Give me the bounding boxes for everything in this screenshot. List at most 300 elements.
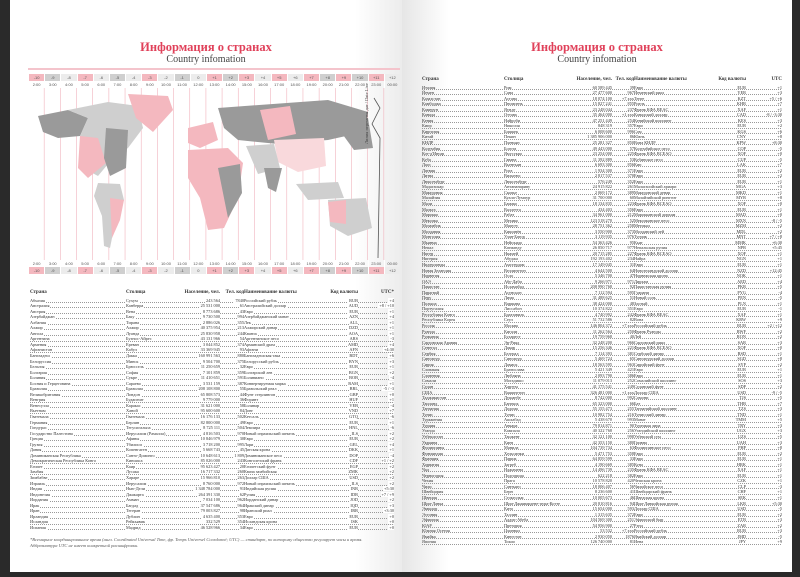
cell-text: Рига [504, 167, 513, 173]
cell-text: 251 [627, 517, 634, 523]
cell-text: +3 [777, 439, 782, 445]
cell-text: +2 [777, 511, 782, 517]
cell-text: EUR [737, 206, 746, 212]
cell-text: BOB [349, 375, 358, 381]
cell-text: -6 [390, 425, 394, 431]
cell-text: +1 [389, 397, 394, 403]
cell-text: 19 759 968 [592, 334, 612, 340]
cell-text: JMD [737, 533, 746, 539]
cell-text: Гривна [634, 439, 647, 445]
cell-text: 1 315 635 [594, 511, 612, 517]
cell-text: +2 / +12 [767, 323, 782, 329]
cell-text: -4 [778, 289, 782, 295]
cell-text: 30 [239, 436, 244, 442]
cell-text: Лари [244, 441, 254, 447]
cell-text: TND [737, 411, 746, 417]
cell-text: HRK [736, 461, 746, 467]
utc-offset-label: -1 [174, 267, 190, 274]
cell-text: Кигали [504, 328, 518, 334]
cell-text: Душанбе [504, 395, 521, 401]
time-label: 21:00 [335, 81, 351, 88]
cell-text: 54 956 900 [592, 522, 612, 528]
cell-text: Белград [504, 350, 519, 356]
cell-text: RUB [737, 323, 746, 329]
cell-text: MKD [735, 189, 746, 195]
cell-text: Оттава [504, 112, 517, 118]
cell-text: 7 034 100 [202, 497, 220, 503]
cell-text: Кубинское песо [634, 156, 663, 162]
cell-text: 81 [629, 539, 634, 545]
cell-text: 14 496 739 [592, 467, 612, 473]
utc-offset-label: +6 [287, 267, 303, 274]
cell-text: Бангладешская така [244, 352, 281, 358]
cell-text: Босния и Герцеговина [30, 380, 71, 386]
cell-text: 4 816 503 [202, 430, 220, 436]
cell-text: 11 250 659 [200, 364, 220, 370]
cell-text: RON [736, 334, 746, 340]
cell-text: 40 322 768 [592, 428, 612, 434]
cell-text: +4:30 [383, 347, 394, 353]
cell-text: 235 [627, 467, 634, 473]
cell-text: SDP [738, 384, 746, 390]
cell-text: Афганистан [30, 347, 53, 353]
cell-text: EUR [737, 472, 746, 478]
time-label: 6:00 [93, 81, 109, 88]
cell-text: Азербайджанский манат [244, 314, 289, 320]
cell-text: Додома [504, 406, 518, 412]
cell-text: Боливар [244, 402, 260, 408]
cell-text: 52 [629, 217, 634, 223]
cell-text: +8:30 [771, 139, 782, 145]
cell-text: 373 [627, 228, 634, 234]
cell-text: 386 [627, 372, 634, 378]
cell-text: +2 [777, 173, 782, 179]
cell-text: Кьят [634, 239, 643, 245]
cell-text: INR [350, 486, 358, 492]
column-header: Население, чел. [576, 77, 612, 82]
cell-text: MXN [735, 217, 746, 223]
cell-text: 45 [239, 447, 244, 453]
cell-text: Лаос [422, 162, 431, 168]
cell-text: 90 [629, 422, 634, 428]
cell-text: 375 [237, 358, 244, 364]
cell-text: 971 [627, 278, 634, 284]
cell-text: 26 850 717 [592, 245, 612, 251]
cell-text: +3 [777, 339, 782, 345]
cell-text: EUR [737, 123, 746, 129]
cell-text: Гондурас [30, 425, 47, 431]
cell-text: 504 [237, 425, 244, 431]
cell-text: Куна [634, 461, 643, 467]
cell-text: Норвегия [422, 273, 440, 279]
cell-text: Зимбабве [30, 475, 48, 480]
cell-text: BAM [348, 380, 358, 386]
cell-text: Евро [244, 524, 253, 530]
column-header: Столица [126, 290, 146, 295]
cell-text: MYR [736, 195, 746, 201]
cell-text: 2 817 537 [594, 173, 612, 179]
time-label: 20:00 [319, 260, 335, 267]
cell-text: Франк КФА BCEAO [634, 200, 672, 206]
cell-text: 4 740 992 [594, 311, 612, 317]
cell-text: THB [737, 400, 746, 406]
cell-text: 31 700 000 [592, 195, 612, 201]
west-australia-shape [328, 200, 346, 224]
cell-text: ETB [737, 517, 746, 523]
cell-text: ISK [351, 519, 358, 525]
cell-text: Испания [30, 524, 46, 530]
title-divider [28, 68, 400, 70]
cell-text: 49 443 000 [592, 145, 612, 151]
cell-text: AFN [349, 347, 358, 353]
cell-text: Сеул [504, 317, 513, 323]
time-label: 13:00 [206, 260, 222, 267]
cell-text: Афгани [244, 347, 258, 353]
cell-text: Румыния [422, 334, 439, 340]
cell-text: +8 [777, 356, 782, 362]
column-header: Тел. код [225, 290, 244, 295]
cell-text: Суданский фунт [634, 384, 664, 390]
cell-text: +2 [777, 522, 782, 528]
cell-text: Дамаск [504, 361, 518, 367]
cell-text: YER [737, 90, 746, 96]
cell-text: Болгарский лев [244, 369, 273, 375]
cell-text: 7 114 393 [594, 350, 612, 356]
cell-text: 64 859 599 [592, 456, 612, 462]
cell-text: PKR [737, 284, 746, 290]
cell-text: 385 [627, 461, 634, 467]
cell-text: -5 [778, 295, 782, 301]
cell-text: UGX [736, 428, 746, 434]
cell-text: +2 [777, 334, 782, 340]
cell-text: +7 / +8 [769, 234, 782, 240]
cell-text: 18 006 407 [592, 483, 612, 489]
cell-text: 966 [627, 339, 634, 345]
cell-text: Тбилиси [126, 441, 142, 447]
cell-text: 1 348 784 000 [195, 486, 220, 492]
cell-text: +0 [777, 200, 782, 206]
cell-text: 11 392 889 [592, 156, 612, 162]
cell-text: Ямайка [422, 533, 436, 539]
cell-text: Лондон [126, 391, 140, 397]
cell-text: 15 827 241 [592, 101, 612, 107]
cell-text: Австралийский доллар [244, 303, 287, 309]
cell-text: Гуарани [634, 289, 649, 295]
cell-text: Бангкок [504, 400, 519, 406]
cell-text: Исландия [30, 519, 48, 525]
cell-text: Вона КНДР [634, 139, 656, 145]
cell-text: RUB [349, 297, 358, 303]
cell-text: 25 531 000 [200, 303, 220, 309]
cell-text: Ереван [126, 341, 139, 347]
cell-text: +0 [777, 345, 782, 351]
cell-text: Пакистан [422, 284, 440, 290]
cell-text: Москва [504, 323, 518, 329]
cell-text: +2 [389, 475, 394, 480]
cell-text: 42 353 150 [592, 439, 612, 445]
cell-text: Баку [126, 314, 135, 320]
cell-text: 2 069 172 [594, 189, 612, 195]
cell-text: 56 [629, 483, 634, 489]
cell-text: Венгрия [30, 397, 46, 403]
cell-text: 5 668 743 [202, 447, 220, 453]
cell-text: 33 369 945 [200, 347, 220, 353]
cell-text: 434 403 [598, 206, 612, 212]
cell-text: 10 005 673 [592, 494, 612, 500]
cell-text: 18 134 835 [592, 200, 612, 206]
time-label: 19:00 [303, 81, 319, 88]
cell-text: MNT [736, 234, 746, 240]
cell-text: 23 254 000 [592, 151, 612, 157]
cell-text: 82 800 000 [200, 419, 220, 425]
cell-text: LAK [737, 162, 746, 168]
cell-text: Монголия [422, 234, 441, 240]
time-label: 14:00 [222, 260, 238, 267]
cell-text: Иорданский динар [244, 497, 279, 503]
cell-text: Филиппинское песо [634, 445, 671, 451]
cell-text: Ямусукро [504, 151, 523, 157]
cell-text: EUR [737, 450, 746, 456]
cell-text: +1 xxx [621, 389, 634, 395]
cell-text: IQD [350, 502, 358, 508]
cell-text: Латвия [422, 167, 435, 173]
cell-text: Загреб [504, 461, 517, 467]
cell-text: +1 [777, 472, 782, 478]
cell-text: JOD [350, 497, 358, 503]
cell-text: 1876 [625, 533, 634, 539]
cell-text: +8 [777, 445, 782, 451]
cell-text: RSD [737, 350, 746, 356]
cell-text: +1 [777, 494, 782, 500]
cell-text: 35 464 000 [592, 112, 612, 118]
cell-text: Никосия [504, 123, 520, 129]
cell-text: Аддис-Абеба [504, 517, 529, 523]
cell-text: 848 319 [598, 123, 612, 129]
cell-text: Бухарест [504, 334, 521, 340]
cell-text: 57 [629, 145, 634, 151]
cell-text: Новая Зеландия [422, 267, 452, 273]
cell-text: Евро [244, 364, 253, 370]
cell-text: Сомали [422, 378, 437, 384]
cell-text: RWF [736, 328, 746, 334]
cell-text: 244 [237, 330, 244, 336]
cell-text: Венесуэла [30, 402, 49, 408]
cell-text: Швейцария [422, 489, 444, 495]
cell-text: 5 346 700 [594, 273, 612, 279]
cell-text: 31 [629, 262, 634, 267]
utc-offset-label: -6 [93, 267, 109, 274]
cell-text: Форинт [244, 397, 259, 403]
cell-text: Доллар США [634, 389, 659, 395]
cell-text: 353 [237, 513, 244, 519]
utc-offset-label: +11 [368, 267, 384, 274]
cell-text: Улан-Батор [504, 234, 525, 240]
cell-text: Нигер [422, 250, 434, 256]
cell-text: -3 [390, 336, 394, 342]
cell-text: Индия [30, 486, 42, 492]
cell-text: PEN [737, 295, 746, 301]
cell-text: XOF [737, 345, 746, 351]
cell-text: USD [349, 475, 358, 480]
cell-text: +3 [777, 422, 782, 428]
cell-text: Эстония [422, 511, 438, 517]
cell-text: Шри-Джаявардене-пура-Котте [504, 500, 561, 506]
cell-text: ALL [349, 319, 358, 325]
cell-text: 20 [239, 463, 244, 469]
cell-text: TMM [735, 417, 746, 423]
cell-text: Абуджа [504, 256, 518, 262]
cell-text: EUR [737, 306, 746, 312]
cell-text: +2 [777, 361, 782, 367]
column-header: Наименование валюты [244, 290, 297, 295]
cell-text: Канадский доллар [634, 112, 668, 118]
utc-offset-label: -10 [28, 267, 44, 274]
time-label: 00:00 [384, 81, 400, 88]
cell-text: 1 934 300 [594, 167, 612, 173]
cell-text: +2 [777, 167, 782, 173]
cell-text: JPY [738, 539, 746, 545]
cell-text: CHF [737, 489, 746, 495]
cell-text: +7 [777, 162, 782, 168]
cell-text: -4 [390, 452, 394, 458]
cell-currency-name [634, 539, 718, 545]
cell-text: CAD [736, 112, 746, 118]
cell-text: 54 363 426 [592, 239, 612, 245]
cell-text: Боливия [30, 375, 46, 381]
cell-text: Камбоджа [422, 101, 441, 107]
cell-text: +3:30 [383, 508, 394, 514]
cell-text: 998 [627, 433, 634, 439]
cell-text: 856 [627, 162, 634, 168]
cell-text: +1 [777, 206, 782, 212]
utc-offset-label: -9 [44, 74, 60, 81]
cell-text: Бразилиа [126, 386, 143, 392]
cell-text: Казахстан [422, 95, 441, 101]
cell-text: 352 [627, 178, 634, 184]
utc-offset-label: -8 [60, 74, 76, 81]
cell-text: Тенге [634, 95, 645, 101]
cell-text: Катманду [504, 245, 522, 251]
cell-text: KGS [737, 128, 746, 134]
table-row [30, 525, 394, 531]
cell-text: 252 [627, 378, 634, 384]
cell-text: +4 [389, 341, 394, 347]
utc-footnote: *Всемирное координированное время (англ. Coordinated Universal Time, фр. Temps Universel Coordonné; UTC) — стандарт, по которому общество регулирует часы и время. Аббревиатура UTC не имеет конкретной расшифровки. [30, 537, 363, 548]
cell-text: 95 600 600 [200, 408, 220, 414]
cell-text: DKK [348, 447, 358, 453]
cell-text: Евро [244, 436, 253, 442]
time-label: 16:00 [254, 260, 270, 267]
cell-text: 380 [627, 439, 634, 445]
cell-text: +4 [389, 441, 394, 447]
cell-text: 255 [627, 406, 634, 412]
column-header: Наименование валюты [634, 77, 687, 82]
cell-text: 48 [629, 300, 634, 306]
cell-text: UZS [737, 433, 746, 439]
cell-text: +1 [389, 447, 394, 453]
cell-text: +2 [777, 228, 782, 234]
cell-text: Узбекистан [422, 433, 443, 439]
cell-text: 243 [237, 458, 244, 464]
cell-text: Тегусигальпа [126, 425, 151, 431]
cell-text: 55 [239, 386, 244, 392]
utc-offset-label: +4 [254, 74, 270, 81]
cell-text: 243 564 [206, 297, 220, 303]
cell-text: Франк КФА BEAC [634, 311, 669, 317]
cell-text: Танзания [422, 406, 439, 412]
cell-text: +3 [777, 406, 782, 412]
cell-text: Египетский фунт [244, 463, 276, 469]
time-label: 00:00 [384, 260, 400, 267]
cell-text: 6 008 600 [594, 128, 612, 134]
cell-text: Франк КФА BCEAO [634, 250, 672, 256]
cell-utc [358, 525, 394, 531]
cell-text: Исламабад [504, 284, 524, 290]
cell-text: +1 [777, 467, 782, 473]
column-header: Население, чел. [184, 290, 220, 295]
cell-text: XAF [737, 106, 746, 112]
cell-text: 32 [239, 364, 244, 370]
cell-text: Дублин [126, 513, 140, 519]
cell-text: Кито [504, 506, 514, 512]
cell-text: 970 [237, 430, 244, 436]
cell-text: +3 [389, 358, 394, 364]
cell-text: 55 155 473 [592, 406, 612, 412]
utc-offset-label: -2 [157, 74, 173, 81]
time-label: 8:00 [125, 81, 141, 88]
cell-text: Ханой [126, 408, 138, 414]
cell-text: Алжир [30, 325, 43, 331]
cell-text: EUR [737, 511, 746, 517]
cell-text: +5:30 [383, 486, 394, 492]
cell-text: Евро [244, 419, 253, 425]
cell-text: 212 [627, 212, 634, 218]
time-label: 5:00 [77, 260, 93, 267]
cell-text: +2 [389, 436, 394, 442]
cell-text: +6:30 [771, 239, 782, 245]
cell-text: Мадрид [126, 524, 141, 530]
cell-text: Ниамей [504, 250, 519, 256]
cell-text: 15 654 000 [592, 506, 612, 512]
cell-text: Квача замбийская [244, 469, 277, 475]
cell-text: KZT [737, 95, 746, 101]
cell-text: +1 [777, 106, 782, 112]
cell-text: +1 [777, 489, 782, 495]
cell-text: 40 [629, 334, 634, 340]
cell-text: +1 [389, 364, 394, 370]
cell-text: Российский рубль [244, 297, 277, 303]
time-label: 11:00 [174, 260, 190, 267]
cell-text: -5 [778, 533, 782, 539]
cell-text: Великобритания [30, 391, 61, 397]
cell-text: Нджамена [504, 467, 523, 473]
date-line-label: Линия перемены дат / Date Line [364, 82, 369, 144]
cell-text: 32 248 200 [592, 339, 612, 345]
cell-text: 326 481 000 [590, 389, 612, 395]
cell-text: Кингстон [504, 533, 522, 539]
cell-text: +1 [777, 262, 782, 267]
cell-text: 65 808 573 [200, 391, 220, 397]
cell-text: 355 [237, 319, 244, 325]
cell-text: +1 xxx [621, 112, 634, 118]
utc-offset-label: -10 [28, 74, 44, 81]
cell-text: +2 [777, 384, 782, 390]
cell-text: +1 [777, 456, 782, 462]
cell-text: Кетсаль [244, 413, 259, 419]
cell-text: Гватемала [30, 413, 49, 419]
utc-offset-label: +3 [238, 74, 254, 81]
time-label: 21:00 [335, 260, 351, 267]
